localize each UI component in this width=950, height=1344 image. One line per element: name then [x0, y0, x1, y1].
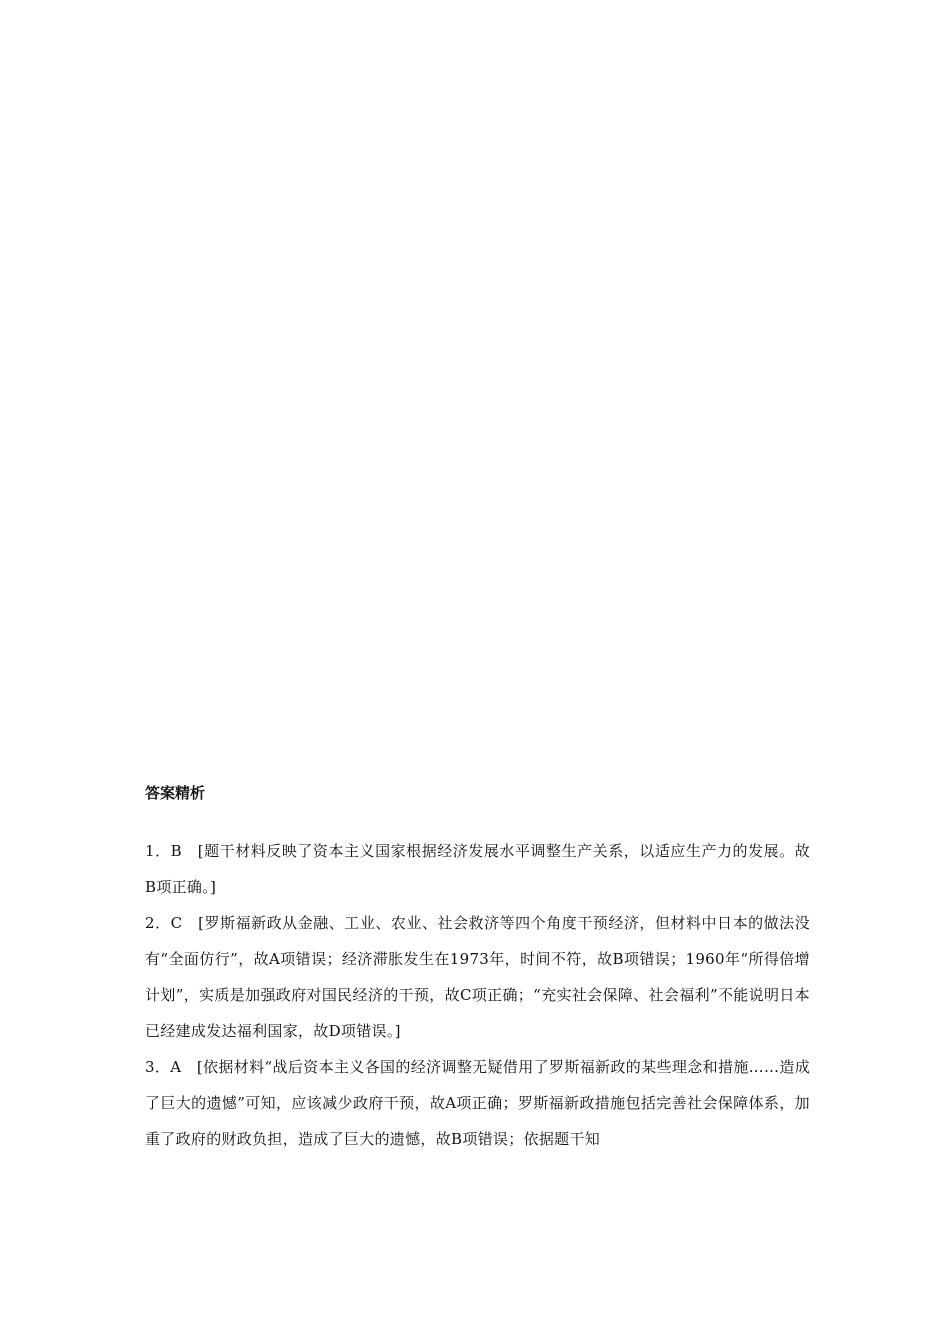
- answer-list: [145, 833, 810, 1157]
- section-title: 答案精析: [145, 784, 206, 802]
- answer-item-3: 3．A [依据材料“战后资本主义各国的经济调整无疑借用了罗斯福新政的某些理念和措施……造成了巨大的遗憾”可知，应该减少政府干预，故A项正确；罗斯福新政措施包括完善社会保障体系，加重了政府的财政负担，造成了巨大的遗憾，故B项错误；依据题干知: [145, 1058, 810, 1148]
- answer-item-1: 1．B [题干材料反映了资本主义国家根据经济发展水平调整生产关系，以适应生产力的发展。故B项正确。]: [145, 842, 810, 896]
- answer-item-2: 2．C [罗斯福新政从金融、工业、农业、社会救济等四个角度干预经济，但材料中日本的做法没有“全面仿行”，故A项错误；经济滞胀发生在1973年，时间不符，故B项错误；1960年“所得倍增计划”，实质是加强政府对国民经济的干预，故C项正确；“充实社会保障、社会福利”不能说明日本已经建成发达福利国家，故D项错误。]: [145, 914, 810, 1040]
- answer-section: [145, 780, 810, 1157]
